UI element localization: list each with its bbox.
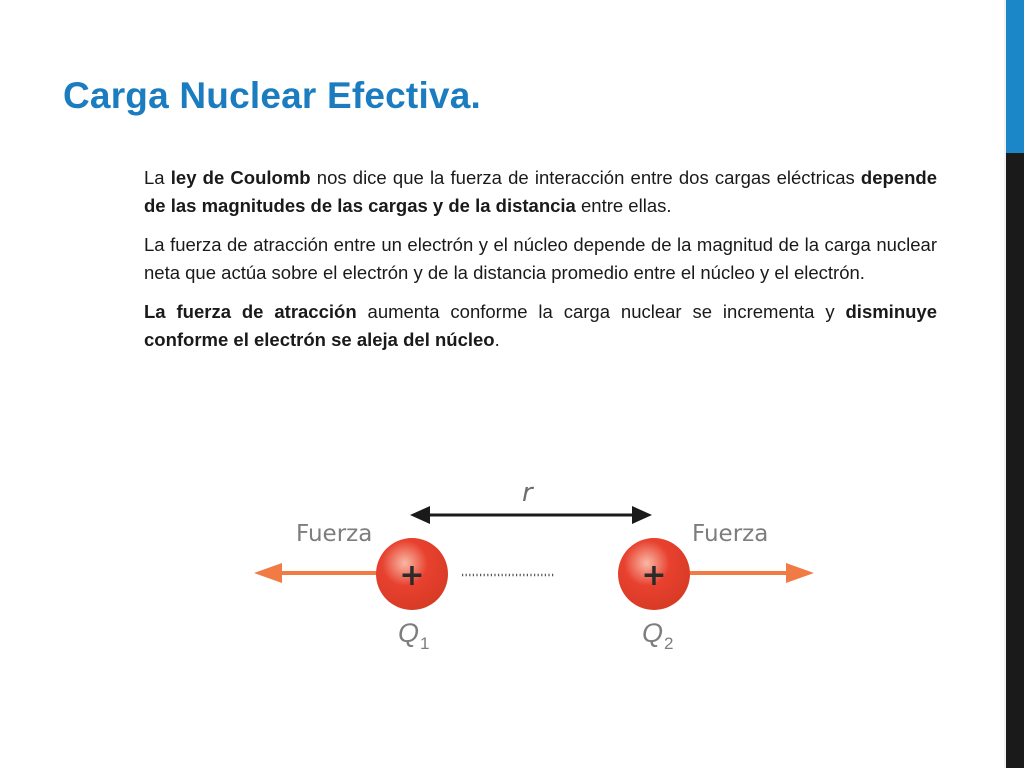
force-label-left: Fuerza bbox=[296, 521, 373, 547]
plus-sign-q1: + bbox=[399, 558, 425, 593]
charge-letter-q1: Q bbox=[398, 618, 420, 648]
plus-sign-q2: + bbox=[641, 558, 667, 593]
distance-label: r bbox=[522, 478, 533, 508]
charge-label-q2 bbox=[642, 618, 674, 653]
paragraph-text-segment: La fuerza de atracción bbox=[144, 301, 357, 322]
paragraph-text-segment: La fuerza de atracción entre un electrón y el núcleo depende de la magnitud de la carga nuclear neta que actúa sobre el electrón y de la distancia promedio entre el núcleo y el electrón. bbox=[144, 234, 937, 283]
side-divider-line bbox=[1004, 0, 1006, 768]
charge-q2-sphere bbox=[618, 538, 690, 610]
paragraph-text-segment: ley de Coulomb bbox=[170, 167, 311, 188]
paragraph-text-segment: . bbox=[494, 329, 500, 350]
charge-label-q1 bbox=[398, 618, 430, 653]
paragraph-text-segment: aumenta conforme la carga nuclear se incrementa y bbox=[356, 301, 846, 322]
distance-arrow bbox=[410, 506, 652, 524]
diagram-graphics bbox=[250, 470, 830, 670]
charge-q1-sphere bbox=[376, 538, 448, 610]
paragraph-text-segment: disminuye conforme el electrón se aleja del núcleo bbox=[144, 301, 937, 350]
body-text bbox=[144, 164, 937, 365]
paragraph-text-segment: depende de las magnitudes de las cargas y de la distancia bbox=[144, 167, 937, 216]
paragraph-text-segment: entre ellas. bbox=[575, 195, 672, 216]
coulomb-diagram bbox=[250, 470, 830, 670]
charge-subscript-q1: 1 bbox=[420, 634, 430, 653]
side-accent-bar-blue bbox=[1006, 0, 1024, 153]
paragraph-attraction bbox=[144, 231, 937, 287]
charge-subscript-q2: 2 bbox=[664, 634, 674, 653]
paragraph-coulomb bbox=[144, 164, 937, 220]
force-arrow-right bbox=[690, 563, 814, 583]
paragraph-text-segment: nos dice que la fuerza de interacción entre dos cargas eléctricas bbox=[310, 167, 861, 188]
force-arrow-left bbox=[254, 563, 378, 583]
side-accent-bar-dark bbox=[1006, 153, 1024, 768]
paragraph-conclusion bbox=[144, 298, 937, 354]
slide-title: Carga Nuclear Efectiva. bbox=[63, 75, 481, 116]
side-accent-bar bbox=[1006, 0, 1024, 768]
paragraph-text-segment: La bbox=[144, 167, 171, 188]
force-label-right: Fuerza bbox=[692, 521, 769, 547]
charge-letter-q2: Q bbox=[642, 618, 664, 648]
